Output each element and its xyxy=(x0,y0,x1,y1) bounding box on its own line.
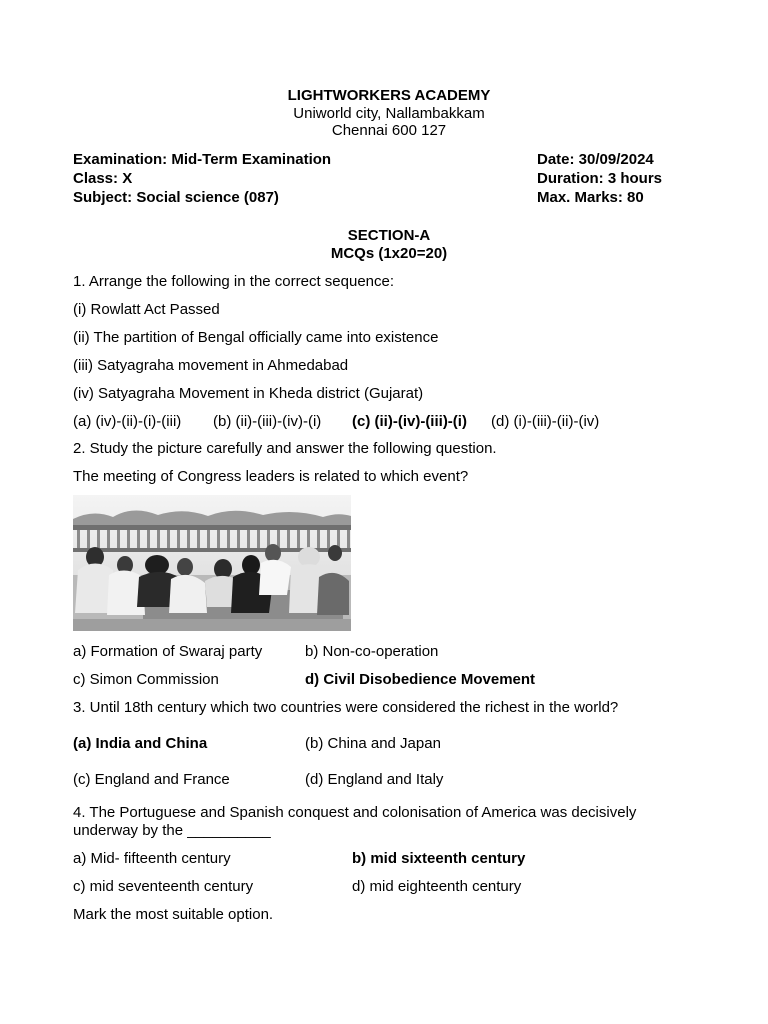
q2-option-a: a) Formation of Swaraj party xyxy=(73,643,263,660)
q3-option-a: (a) India and China xyxy=(73,735,208,752)
q1-item: (iii) Satyagraha movement in Ahmedabad xyxy=(73,357,349,374)
q1-option-c: (c) (ii)-(iv)-(iii)-(i) xyxy=(352,413,467,430)
q1-option-d: (d) (i)-(iii)-(ii)-(iv) xyxy=(491,413,600,430)
q1-item: (ii) The partition of Bengal officially came into existence xyxy=(73,329,439,346)
q4-option-c: c) mid seventeenth century xyxy=(73,878,254,895)
q2-option-c: c) Simon Commission xyxy=(73,671,219,688)
q2-prompt: The meeting of Congress leaders is related to which event? xyxy=(73,468,469,485)
q1-option-a: (a) (iv)-(ii)-(i)-(iii) xyxy=(73,413,182,430)
q1-option-b: (b) (ii)-(iii)-(iv)-(i) xyxy=(213,413,322,430)
section-title: SECTION-A xyxy=(347,227,431,244)
exam-max-marks: Max. Marks: 80 xyxy=(537,189,644,206)
congress-meeting-photo xyxy=(73,495,351,631)
q3-question: 3. Until 18th century which two countries were considered the richest in the world? xyxy=(73,699,619,716)
q2-option-b: b) Non-co-operation xyxy=(305,643,439,660)
exam-date: Date: 30/09/2024 xyxy=(537,151,654,168)
school-address-line1: Uniworld city, Nallambakkam xyxy=(293,105,485,122)
section-subtitle: MCQs (1x20=20) xyxy=(330,245,448,262)
school-address-line2: Chennai 600 127 xyxy=(331,122,447,139)
exam-class: Class: X xyxy=(73,170,133,187)
q3-option-c: (c) England and France xyxy=(73,771,230,788)
q2-question: 2. Study the picture carefully and answer the following question. xyxy=(73,440,497,457)
q4-question-line2: underway by the __________ xyxy=(73,822,271,839)
q4-question-line1: 4. The Portuguese and Spanish conquest and colonisation of America was decisively xyxy=(73,804,637,821)
exam-subject: Subject: Social science (087) xyxy=(73,189,279,206)
q1-item: (i) Rowlatt Act Passed xyxy=(73,301,220,318)
q1-item: (iv) Satyagraha Movement in Kheda district (Gujarat) xyxy=(73,385,424,402)
exam-name: Examination: Mid-Term Examination xyxy=(73,151,332,168)
q3-option-b: (b) China and Japan xyxy=(305,735,441,752)
q3-option-d: (d) England and Italy xyxy=(305,771,444,788)
q4-option-b: b) mid sixteenth century xyxy=(352,850,526,867)
q1-question: 1. Arrange the following in the correct sequence: xyxy=(73,273,395,290)
q2-option-d: d) Civil Disobedience Movement xyxy=(305,671,536,688)
q4-option-a: a) Mid- fifteenth century xyxy=(73,850,231,867)
exam-duration: Duration: 3 hours xyxy=(537,170,663,187)
q4-option-d: d) mid eighteenth century xyxy=(352,878,522,895)
school-name: LIGHTWORKERS ACADEMY xyxy=(287,87,491,104)
q4-instruction: Mark the most suitable option. xyxy=(73,906,274,923)
